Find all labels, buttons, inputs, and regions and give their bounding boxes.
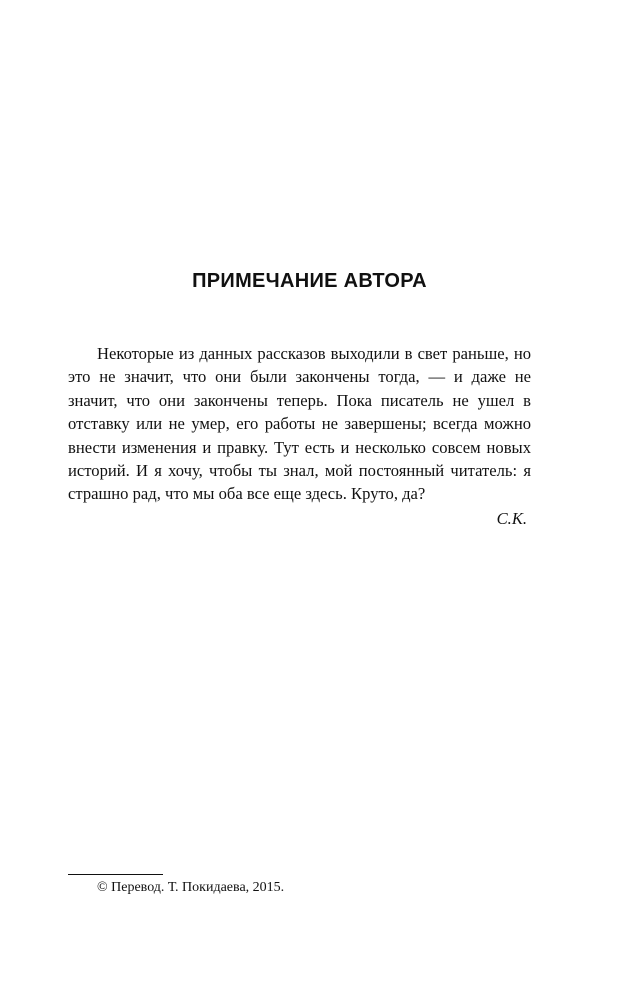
- translation-copyright-footnote: © Перевод. Т. Покидаева, 2015.: [97, 880, 285, 895]
- page-title: ПРИМЕЧАНИЕ АВТОРА: [192, 270, 427, 292]
- author-signature: С.К.: [496, 509, 527, 528]
- author-note-paragraph: Некоторые из данных рассказов выходили в свет раньше, но это не значит, что они были закончены тогда, — и даже не значит, что они закончены теперь. Пока писатель не ушел в отставку или не умер, его работы не завершены; всегда можно внести изменения и правку. Тут есть и несколько совсем новых историй. И я хочу, чтобы ты знал, мой постоянный читатель: я страшно рад, что мы оба все еще здесь. Круто, да?: [68, 344, 531, 504]
- footnote-divider: [68, 874, 163, 875]
